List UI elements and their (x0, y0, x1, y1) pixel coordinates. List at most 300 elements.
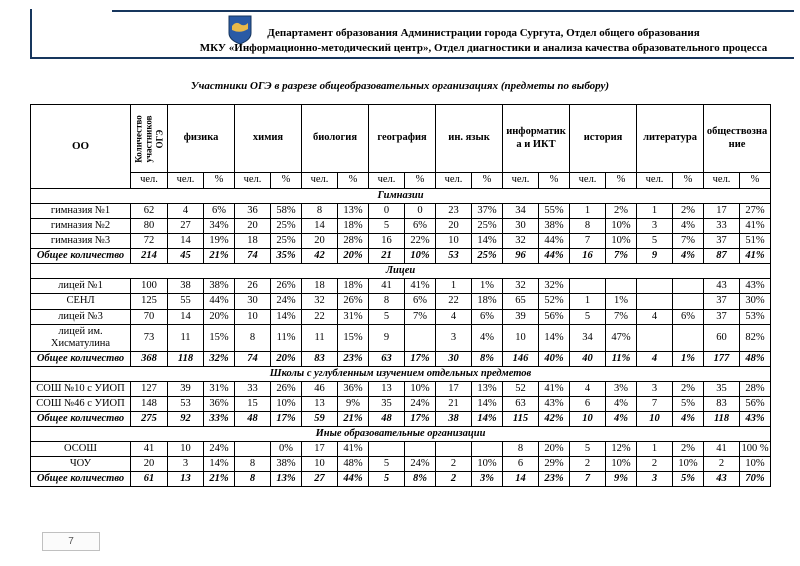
count-cell: 80 (131, 219, 168, 234)
value-cell: 6 (503, 457, 539, 472)
org-row (31, 396, 771, 411)
value-cell: 20% (204, 309, 235, 324)
value-cell: 18% (472, 294, 503, 309)
value-cell: 8 (302, 204, 338, 219)
value-cell: 44% (539, 234, 570, 249)
total-label-cell: Общее количество (31, 411, 131, 426)
total-row (31, 472, 771, 487)
total-row (31, 411, 771, 426)
value-cell: 8 (235, 457, 271, 472)
value-cell: 20 (235, 219, 271, 234)
total-value-cell: 115 (503, 411, 539, 426)
value-cell: 9 (369, 324, 405, 351)
value-cell: 1% (472, 279, 503, 294)
value-cell (637, 324, 673, 351)
percent-header: % (606, 173, 637, 189)
value-cell (472, 442, 503, 457)
value-cell: 10% (673, 457, 704, 472)
value-cell (436, 442, 472, 457)
count-cell: 20 (131, 457, 168, 472)
value-cell: 14 (168, 234, 204, 249)
total-value-cell: 21% (204, 472, 235, 487)
total-value-cell: 27 (302, 472, 338, 487)
value-cell (235, 442, 271, 457)
value-cell: 5 (369, 457, 405, 472)
page-number-box (42, 532, 100, 551)
org-name-cell: гимназия №3 (31, 234, 131, 249)
unit-header: чел. (131, 173, 168, 189)
value-cell: 63 (503, 396, 539, 411)
total-value-cell: 8% (472, 351, 503, 366)
value-cell: 24% (405, 396, 436, 411)
unit-header: чел. (503, 173, 539, 189)
total-value-cell: 63 (369, 351, 405, 366)
value-cell: 6% (405, 219, 436, 234)
value-cell: 32 (302, 294, 338, 309)
total-value-cell: 1% (673, 351, 704, 366)
value-cell: 33 (235, 381, 271, 396)
org-name-cell: лицей №3 (31, 309, 131, 324)
total-value-cell: 48 (369, 411, 405, 426)
count-cell: 125 (131, 294, 168, 309)
value-cell: 27% (740, 204, 771, 219)
count-cell: 41 (131, 442, 168, 457)
unit-header: чел. (168, 173, 204, 189)
value-cell: 10% (740, 457, 771, 472)
total-value-cell: 48% (740, 351, 771, 366)
value-cell: 8 (503, 442, 539, 457)
section-title: Гимназии (31, 189, 771, 204)
value-cell: 24% (204, 442, 235, 457)
value-cell: 4% (472, 324, 503, 351)
total-value-cell: 5% (673, 472, 704, 487)
percent-header: % (204, 173, 235, 189)
value-cell: 37 (704, 234, 740, 249)
value-cell: 38% (271, 457, 302, 472)
percent-header: % (405, 173, 436, 189)
value-cell: 25% (271, 219, 302, 234)
section-header-row (31, 427, 771, 442)
page-number: 7 (68, 536, 74, 547)
unit-header: чел. (637, 173, 673, 189)
value-cell: 5 (637, 234, 673, 249)
org-row (31, 219, 771, 234)
value-cell: 36% (338, 381, 369, 396)
total-value-cell: 2 (436, 472, 472, 487)
count-cell: 72 (131, 234, 168, 249)
value-cell: 37 (704, 309, 740, 324)
total-label-cell: Общее количество (31, 472, 131, 487)
value-cell: 12% (606, 442, 637, 457)
value-cell: 19% (204, 234, 235, 249)
value-cell: 38% (204, 279, 235, 294)
value-cell: 10 (302, 457, 338, 472)
org-name-cell: ЧОУ (31, 457, 131, 472)
value-cell (673, 279, 704, 294)
total-count-cell: 368 (131, 351, 168, 366)
value-cell: 10% (405, 381, 436, 396)
total-label-cell: Общее количество (31, 351, 131, 366)
org-row (31, 294, 771, 309)
value-cell (606, 279, 637, 294)
total-count-cell: 61 (131, 472, 168, 487)
value-cell: 1% (606, 294, 637, 309)
value-cell: 5 (570, 442, 606, 457)
total-value-cell: 74 (235, 249, 271, 264)
subject-header: физика (168, 105, 235, 173)
total-value-cell: 42% (539, 411, 570, 426)
value-cell: 6 (570, 396, 606, 411)
value-cell: 2 (704, 457, 740, 472)
total-value-cell: 83 (302, 351, 338, 366)
value-cell: 39 (503, 309, 539, 324)
header-rule-top (112, 10, 794, 12)
value-cell: 44% (204, 294, 235, 309)
participants-count-label: Количество участников ОГЭ (133, 114, 165, 163)
total-row (31, 351, 771, 366)
total-value-cell: 20% (271, 351, 302, 366)
subject-header: обществознание (704, 105, 771, 173)
value-cell: 56% (740, 396, 771, 411)
value-cell: 3 (168, 457, 204, 472)
section-title: Лицеи (31, 264, 771, 279)
section-title: Школы с углубленным изучением отдельных предметов (31, 366, 771, 381)
org-name-cell: ОСОШ (31, 442, 131, 457)
total-value-cell: 21% (338, 411, 369, 426)
total-value-cell: 17% (271, 411, 302, 426)
total-value-cell: 25% (472, 249, 503, 264)
value-cell: 58% (271, 204, 302, 219)
section-header-row (31, 189, 771, 204)
header-rule-left (30, 9, 32, 57)
total-value-cell: 38 (436, 411, 472, 426)
value-cell: 6% (472, 309, 503, 324)
value-cell (405, 442, 436, 457)
value-cell: 10% (606, 457, 637, 472)
total-value-cell: 118 (704, 411, 740, 426)
value-cell: 24% (271, 294, 302, 309)
value-cell: 1 (570, 294, 606, 309)
value-cell: 3 (637, 381, 673, 396)
value-cell: 26% (271, 279, 302, 294)
total-value-cell: 177 (704, 351, 740, 366)
total-value-cell: 40 (570, 351, 606, 366)
value-cell: 8 (235, 324, 271, 351)
letterhead-line1: Департамент образования Администрации города Сургута, Отдел общего образования (267, 27, 700, 39)
total-value-cell: 23% (539, 472, 570, 487)
total-value-cell: 74 (235, 351, 271, 366)
value-cell: 14% (472, 234, 503, 249)
value-cell (673, 324, 704, 351)
org-row (31, 457, 771, 472)
value-cell: 6% (673, 309, 704, 324)
org-name-cell: лицей им. Хисматулина (31, 324, 131, 351)
value-cell: 0 (369, 204, 405, 219)
count-cell: 70 (131, 309, 168, 324)
unit-header: чел. (570, 173, 606, 189)
value-cell: 2% (673, 204, 704, 219)
value-cell: 53 (168, 396, 204, 411)
total-value-cell: 23% (338, 351, 369, 366)
total-value-cell: 14% (472, 411, 503, 426)
total-value-cell: 7% (606, 249, 637, 264)
total-value-cell: 59 (302, 411, 338, 426)
value-cell: 41% (338, 442, 369, 457)
value-cell: 1 (570, 204, 606, 219)
org-name-cell: гимназия №2 (31, 219, 131, 234)
value-cell: 0 (405, 204, 436, 219)
value-cell: 43 (704, 279, 740, 294)
value-cell: 35 (369, 396, 405, 411)
total-value-cell: 5 (369, 472, 405, 487)
value-cell: 7% (673, 234, 704, 249)
value-cell: 1 (637, 442, 673, 457)
value-cell: 21 (436, 396, 472, 411)
oo-column-header: ОО (31, 105, 131, 189)
total-value-cell: 9 (637, 249, 673, 264)
value-cell: 29% (539, 457, 570, 472)
value-cell: 60 (704, 324, 740, 351)
total-value-cell: 40% (539, 351, 570, 366)
value-cell: 41% (539, 381, 570, 396)
total-value-cell: 9% (606, 472, 637, 487)
percent-header: % (673, 173, 704, 189)
value-cell: 37% (472, 204, 503, 219)
value-cell: 31% (338, 309, 369, 324)
value-cell: 13% (472, 381, 503, 396)
value-cell: 17 (302, 442, 338, 457)
total-value-cell: 10% (405, 249, 436, 264)
value-cell: 41% (405, 279, 436, 294)
value-cell: 10% (606, 234, 637, 249)
value-cell: 14 (302, 219, 338, 234)
org-row (31, 204, 771, 219)
total-value-cell: 43% (740, 411, 771, 426)
value-cell: 3 (436, 324, 472, 351)
value-cell: 13 (302, 396, 338, 411)
value-cell: 6% (405, 294, 436, 309)
total-value-cell: 41% (740, 249, 771, 264)
org-name-cell: СОШ №46 с УИОП (31, 396, 131, 411)
value-cell: 2% (673, 381, 704, 396)
value-cell: 4% (673, 219, 704, 234)
value-cell: 11 (302, 324, 338, 351)
total-value-cell: 11% (606, 351, 637, 366)
value-cell: 20 (436, 219, 472, 234)
total-value-cell: 7 (570, 472, 606, 487)
value-cell: 2% (673, 442, 704, 457)
value-cell: 8 (570, 219, 606, 234)
value-cell: 52% (539, 294, 570, 309)
value-cell (570, 279, 606, 294)
value-cell: 32 (503, 234, 539, 249)
total-value-cell: 17% (405, 411, 436, 426)
total-value-cell: 96 (503, 249, 539, 264)
value-cell: 13% (338, 204, 369, 219)
total-value-cell: 21% (204, 249, 235, 264)
unit-header: чел. (302, 173, 338, 189)
total-value-cell: 13 (168, 472, 204, 487)
total-value-cell: 53 (436, 249, 472, 264)
total-value-cell: 146 (503, 351, 539, 366)
value-cell: 4 (570, 381, 606, 396)
value-cell: 37 (704, 294, 740, 309)
value-cell: 10 (235, 309, 271, 324)
value-cell: 22 (302, 309, 338, 324)
value-cell: 3 (637, 219, 673, 234)
total-value-cell: 17% (405, 351, 436, 366)
total-value-cell: 70% (740, 472, 771, 487)
value-cell: 4 (168, 204, 204, 219)
total-count-cell: 275 (131, 411, 168, 426)
value-cell: 47% (606, 324, 637, 351)
total-value-cell: 10 (637, 411, 673, 426)
value-cell: 10 (503, 324, 539, 351)
value-cell: 25% (472, 219, 503, 234)
letterhead-line2: МКУ «Информационно-методический центр», Отдел диагностики и анализа качества образовательного процесса (199, 41, 768, 54)
total-value-cell: 45 (168, 249, 204, 264)
org-row (31, 442, 771, 457)
value-cell: 34 (570, 324, 606, 351)
value-cell: 4 (436, 309, 472, 324)
value-cell: 0% (271, 442, 302, 457)
value-cell: 32% (539, 279, 570, 294)
org-name-cell: лицей №1 (31, 279, 131, 294)
total-value-cell: 87 (704, 249, 740, 264)
percent-header: % (539, 173, 570, 189)
letterhead (175, 26, 792, 56)
value-cell: 14% (472, 396, 503, 411)
value-cell: 14% (271, 309, 302, 324)
value-cell: 6% (204, 204, 235, 219)
org-row (31, 279, 771, 294)
org-name-cell: СЕНЛ (31, 294, 131, 309)
value-cell: 5 (570, 309, 606, 324)
value-cell: 38 (168, 279, 204, 294)
value-cell: 7 (637, 396, 673, 411)
org-row (31, 234, 771, 249)
org-row (31, 309, 771, 324)
total-value-cell: 44% (338, 472, 369, 487)
value-cell: 36% (204, 396, 235, 411)
value-cell: 10 (436, 234, 472, 249)
value-cell: 25% (271, 234, 302, 249)
total-value-cell: 20% (338, 249, 369, 264)
total-value-cell: 118 (168, 351, 204, 366)
section-header-row (31, 264, 771, 279)
value-cell: 15% (338, 324, 369, 351)
value-cell: 1 (637, 204, 673, 219)
total-value-cell: 33% (204, 411, 235, 426)
value-cell: 34 (503, 204, 539, 219)
count-cell: 62 (131, 204, 168, 219)
total-value-cell: 44% (539, 249, 570, 264)
value-cell: 28% (338, 234, 369, 249)
subject-header: информатика и ИКТ (503, 105, 570, 173)
percent-header: % (740, 173, 771, 189)
value-cell: 15 (235, 396, 271, 411)
value-cell: 55 (168, 294, 204, 309)
value-cell: 26 (235, 279, 271, 294)
total-label-cell: Общее количество (31, 249, 131, 264)
unit-header: чел. (369, 173, 405, 189)
total-value-cell: 4% (606, 411, 637, 426)
value-cell: 100 % (740, 442, 771, 457)
value-cell: 33 (704, 219, 740, 234)
value-cell: 2 (637, 457, 673, 472)
value-cell: 22 (436, 294, 472, 309)
value-cell: 56% (539, 309, 570, 324)
participants-count-header (131, 105, 168, 173)
value-cell: 7% (606, 309, 637, 324)
value-cell: 5 (369, 219, 405, 234)
value-cell: 43% (539, 396, 570, 411)
section-title: Иные образовательные организации (31, 427, 771, 442)
value-cell: 39 (168, 381, 204, 396)
oge-table (30, 104, 771, 487)
value-cell: 10 (168, 442, 204, 457)
value-cell: 16 (369, 234, 405, 249)
value-cell: 10% (472, 457, 503, 472)
value-cell: 4 (637, 309, 673, 324)
total-value-cell: 42 (302, 249, 338, 264)
value-cell: 41 (704, 442, 740, 457)
value-cell: 43% (740, 279, 771, 294)
count-cell: 148 (131, 396, 168, 411)
value-cell: 24% (405, 457, 436, 472)
value-cell: 17 (436, 381, 472, 396)
value-cell: 41% (740, 219, 771, 234)
value-cell: 2 (570, 457, 606, 472)
value-cell: 26% (338, 294, 369, 309)
section-header-row (31, 366, 771, 381)
value-cell: 23 (436, 204, 472, 219)
value-cell: 3% (606, 381, 637, 396)
total-row (31, 249, 771, 264)
value-cell: 13 (369, 381, 405, 396)
value-cell (637, 294, 673, 309)
value-cell: 18% (338, 219, 369, 234)
value-cell: 30 (503, 219, 539, 234)
value-cell: 8 (369, 294, 405, 309)
value-cell: 17 (704, 204, 740, 219)
value-cell: 52 (503, 381, 539, 396)
total-value-cell: 92 (168, 411, 204, 426)
value-cell: 14% (204, 457, 235, 472)
header-row (31, 105, 771, 173)
subject-header: история (570, 105, 637, 173)
org-row (31, 381, 771, 396)
total-value-cell: 3% (472, 472, 503, 487)
page-title: Участники ОГЭ в разрезе общеобразовательных организациях (предметы по выбору) (190, 80, 610, 92)
count-cell: 100 (131, 279, 168, 294)
value-cell (405, 324, 436, 351)
value-cell: 82% (740, 324, 771, 351)
percent-header: % (472, 173, 503, 189)
total-value-cell: 13% (271, 472, 302, 487)
percent-header: % (338, 173, 369, 189)
value-cell: 48% (338, 457, 369, 472)
value-cell: 31% (204, 381, 235, 396)
unit-header: чел. (235, 173, 271, 189)
total-value-cell: 4 (637, 351, 673, 366)
total-value-cell: 10 (570, 411, 606, 426)
value-cell: 11% (271, 324, 302, 351)
value-cell: 65 (503, 294, 539, 309)
value-cell: 26% (271, 381, 302, 396)
value-cell: 18 (235, 234, 271, 249)
total-count-cell: 214 (131, 249, 168, 264)
